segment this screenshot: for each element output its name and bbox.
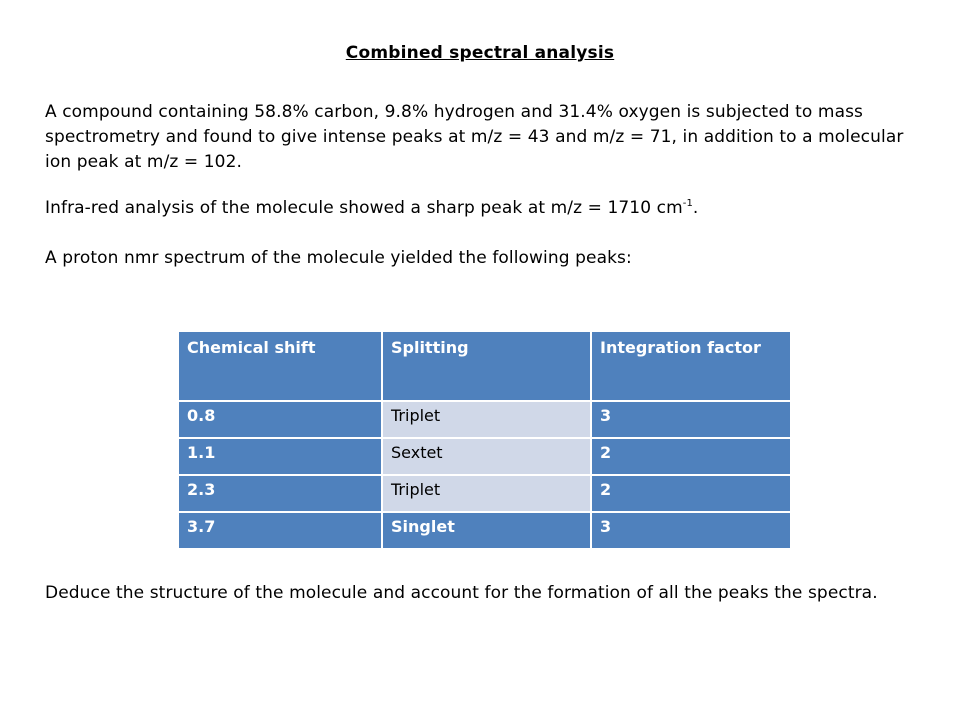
header-chemical-shift: Chemical shift xyxy=(178,331,382,401)
cell-shift: 1.1 xyxy=(178,438,382,475)
cell-integration: 3 xyxy=(591,401,791,438)
cell-splitting: Sextet xyxy=(382,438,591,475)
cell-splitting: Singlet xyxy=(382,512,591,549)
cell-integration: 3 xyxy=(591,512,791,549)
question-paragraph: Deduce the structure of the molecule and account for the formation of all the peaks the spectra. xyxy=(45,583,878,603)
ir-paragraph xyxy=(45,196,925,221)
table-row xyxy=(178,438,791,475)
cell-shift: 0.8 xyxy=(178,401,382,438)
cell-integration: 2 xyxy=(591,438,791,475)
nmr-intro-paragraph: A proton nmr spectrum of the molecule yielded the following peaks: xyxy=(45,248,632,268)
composition-paragraph: A compound containing 58.8% carbon, 9.8% hydrogen and 31.4% oxygen is subjected to mass spectrometry and found to give intense peaks at m/z = 43 and m/z = 71, in addition to a molecular ion peak at m/z = 102. xyxy=(45,102,904,172)
cell-integration: 2 xyxy=(591,475,791,512)
nmr-table xyxy=(177,330,792,550)
page-title: Combined spectral analysis xyxy=(345,43,615,63)
header-splitting: Splitting xyxy=(382,331,591,401)
cell-shift: 2.3 xyxy=(178,475,382,512)
cell-splitting: Triplet xyxy=(382,401,591,438)
ir-superscript: -1 xyxy=(682,198,693,209)
table-row xyxy=(178,401,791,438)
ir-suffix: . xyxy=(692,198,699,218)
table-row xyxy=(178,512,791,549)
cell-splitting: Triplet xyxy=(382,475,591,512)
cell-shift: 3.7 xyxy=(178,512,382,549)
ir-text: Infra-red analysis of the molecule showed a sharp peak at m/z = 1710 cm xyxy=(45,198,683,218)
table-row xyxy=(178,475,791,512)
header-integration-factor: Integration factor xyxy=(591,331,791,401)
table-header-row xyxy=(178,331,791,401)
